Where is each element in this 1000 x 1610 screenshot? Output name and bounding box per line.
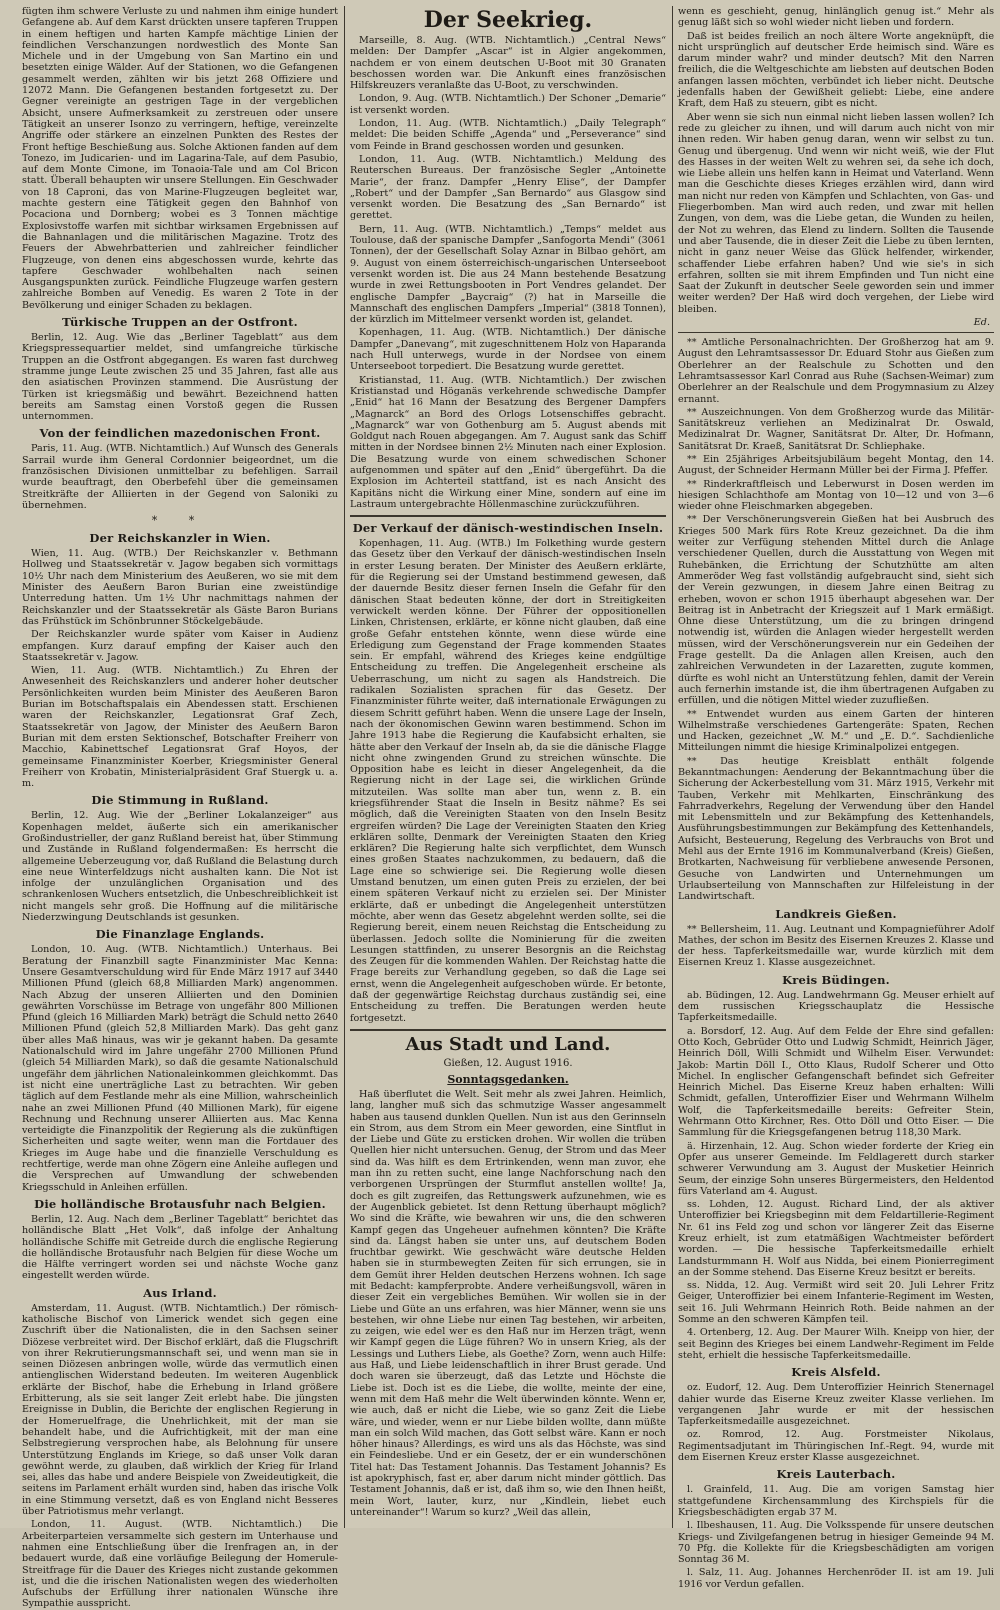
article-paragraph: l. Salz, 11. Aug. Johannes Herchenröder II. ist am 19. Juli 1916 vor Verdun gefallen. xyxy=(678,1567,994,1590)
article-paragraph: Paris, 11. Aug. (WTB. Nichtamtlich.) Auf Wunsch des Generals Sarrail wurde ihm General Cordonnier beigeordnet, um die französischen Divisionen unmittelbar zu befehligen. Sarrail wurde beauftragt, den Oberbefehl über die gemeinsamen Streitkräfte der Alliierten in der Gegend von Saloniki zu übernehmen. xyxy=(22,443,338,511)
article-paragraph: Haß überflutet die Welt. Seit mehr als zwei Jahren. Heimlich, lang, langher muß sich das schmutzige Wasser angesammelt haben aus tausend dunklen Quellen. Nun ist aus den Gerinnseln ein Strom, aus dem Strom ein Meer geworden, eine Sintflut in der Liebe und Güte zu ersticken drohen. Wir wollen die trüben Quellen hier nicht untersuchen. Genug, der Strom und das Meer sind da. Was hilft es dem Ertrinkenden, wenn man zuvor, ehe man ihn zu retten sucht, eine lange Nachforschung nach den verborgenen Ursprüngen der Sturmflut anstellen wollte! Ja, doch es gilt zugreifen, das Rettungswerk aufzunehmen, wie es der Augenblick gebietet. Ist denn Rettung überhaupt möglich? Wo sind die Kräfte, wie bewahren wir uns, die den schweren Kampf gegen das Ungeheuer aufnehmen könnten? Die Kräfte sind da. Längst haben sie unter uns, auf deutschem Boden fruchtbar gewirkt. Wie geschwächt wäre deutsche Helden haben sie in sturmbewegten Zeiten für sich errungen, sie in dem Gemüt ihrer Helden deutschen Herzens wohnen. Ich sage mit Bedacht: kampferprobte. Andere verheißungsvoll, wären in dieser Zeit ein vergebliches Bemühen. Wir wollen sie in der Liebe und Güte an uns erfahren, was hier Männer, wenn sie uns bestehen, wir ohne Liebe nur einen Tag bestehen, wir arbeiten, zu zeigen, wie edel wer es den Haß nur im Herzen trägt, wenn wir Kampf gegen die Lüge führen? Wo in unsern Krieg, als der Lessings und Luthers Liebe, als Goethe? Zorn, wenn auch Hilfe: aus Haß, und Liebe leidenschaftlich in ihrer Brust gerade. Und doch waren sie überzeugt, daß das Letzte und Höchste die Liebe ist. Doch ist es die Liebe, die wollte, meinte der eine, wenn mit dem Haß mehr die Welt überwinden könnte. Wenn er, wie auch, daß er nicht die Liebe, wie so ganz Zeit die Liebe wäre, und wieder, wenn er nur Liebe bilden wollte, dann müßte man ein solch Wild machen, das Gott selbst wäre. Kann er noch höher hinaus? Allerdings, es wird uns als das Höchste, was sind ein Feindesliebe. Und er ein Gesetz, der er ein wunderschönen Titel hat: Das Testament Johannis. Das Testament Johannis? Es ist apokryphisch, fast er, aber darum nicht minder göttlich. Das Testament Johannis, daß er ist, daß ihm so, wie den Ihnen heißt, mein Wort, lauter, kurz, nur „Kindlein, liebet euch untereinander“! Warum so kurz? „Weil das allein, xyxy=(350,1088,666,1518)
article-paragraph: London, 11. August. (WTB. Nichtamtlich.) Die Arbeiterparteien versammelte sich gestern im Unterhause und nahmen eine Entschließung über die Irenfragen an, in der bedauert wurde, daß eine vorläufige Beilegung der Homerule-Streitfrage für die Dauer des Krieges nicht zustande gekommen ist, und die die irischen Nationalisten wegen des wiederholten Aufschubs der Erfüllung ihrer nationalen Wünsche ihre Sympathie ausspricht. xyxy=(22,1519,338,1610)
divider xyxy=(350,1029,666,1031)
article-paragraph: ** Bellersheim, 11. Aug. Leutnant und Kompagnieführer Adolf Mathes, der schon im Besitz des Eisernen Kreuzes 2. Klasse und der hess. Tapferkeitsmedaille war, wurde kürzlich mit dem Eisernen Kreuz 1. Klasse ausgezeichnet. xyxy=(678,923,994,969)
article-headline: Die Stimmung in Rußland. xyxy=(91,793,269,808)
article-paragraph: London, 11. Aug. (WTB. Nichtamtlich.) „Daily Telegraph“ meldet: Die beiden Schiffe „Agenda“ und „Perseverance“ sind vom Feinde in Brand geschossen worden und gesunken. xyxy=(350,118,666,152)
article-headline: Der Verkauf der dänisch-westindischen Inseln. xyxy=(352,521,664,536)
article-paragraph: Berlin, 12. Aug. Wie der „Berliner Lokalanzeiger“ aus Kopenhagen meldet, äußerte sich ein amerikanischer Großindustrieller, der ganz Rußland bereist hat, über Stimmung und Zustände in Rußland folgendermaßen: Es herrscht die allgemeine Ueberzeugung vor, daß Rußland die Belastung durch eine neue Winterfeldzugs nicht aushalten kann. Die Not ist infolge der unzulänglichen Organisation und des schrankenlosen Wuchers entsetzlich, die Unbeschreiblichkeit ist nicht mangels sehr groß. Die Hoffnung auf die militärische Niederzwingung Deutschlands ist gesunken. xyxy=(22,810,338,924)
author-signoff: Ed. xyxy=(973,317,990,329)
divider xyxy=(350,515,666,517)
article-paragraph: Wien, 11. Aug. (WTB. Nichtamtlich.) Zu Ehren der Anwesenheit des Reichskanzlers und anderer hoher deutscher Persönlichkeiten wurden beim Minister des Aeußeren Baron Burian im Botschaftspalais ein Abendessen statt. Erschienen waren der Reichskanzler, Legationsrat Graf Zech, Staatssekretär von Jagow, der Minister des Aeußern Baron Burian mit dem ersten Sektionschef, Botschafter Freiherr von Macchio, Kabinettschef Legationsrat Graf Hoyos, der gemeinsame Finanzminister Koerber, Kriegsminister General Freiherr von Krobatin, Ministerialpräsident Graf Stuergk u. a. m. xyxy=(22,665,338,790)
column-rule xyxy=(666,6,678,1528)
article-paragraph: ** Der Verschönerungsverein Gießen hat bei Ausbruch des Krieges 500 Mark fürs Rote Kreuz gezeichnet. Da die ihm weiter zur Verfügung stehenden Mittel durch die Anlage verschiedener Quellen, durch die Ausstattung von Wegen mit Ruhebänken, die Errichtung der Schutzhütte am alten Ammeröder Weg fast vollständig aufgebraucht sind, sieht sich der Verein gezwungen, in diesem Jahre einen Beitrag zu erheben, wovon er schon 1915 überhaupt abgesehen war. Der Beitrag ist in Anbetracht der Kriegszeit auf 1 Mark ermäßigt. Ohne diese Unterstützung, um die zu bringen dringend notwendig ist, würden die Anlagen wieder hergestellt werden müssen, wird der Verschönerungsverein nur ein Gedeihen der Frage gestellt. Da die Anlagen allen Kreisen, auch den zahlreichen Verwundeten in der Lazaretten, zugute kommen, dürfte es wohl nicht an Unterstützung fehlen, damit der Verein auch fernerhin imstande ist, die ihm übertragenen Aufgaben zu erfüllen, und die nötigen Mittel wieder zuzufließen. xyxy=(678,514,994,707)
section-masthead: Der Seekrieg. xyxy=(423,7,593,33)
article-paragraph: Bern, 11. Aug. (WTB. Nichtamtlich.) „Temps“ meldet aus Toulouse, daß der spanische Dampfer „Sanfogorta Mendi“ (3061 Tonnen), der der Gesellschaft Solay Aznar in Bilbao gehört, am 9. August von einem österreichisch-ungarischen Unterseeboot versenkt worden ist. Die aus 24 Mann bestehende Besatzung wurde in zwei Rettungsbooten in Port Vendres gelandet. Der englische Dampfer „Baycraig“ (?) hat in Marseille die Mannschaft des englischen Dampfers „Imperial“ (3818 Tonnen), der kürzlich im Mittelmeer versenkt worden ist, gelandet. xyxy=(350,223,666,326)
column-rule xyxy=(338,6,350,1528)
article-paragraph: ä. Hirzenhain, 12. Aug. Schon wieder forderte der Krieg ein Opfer aus unserer Gemeinde. Im Feldlagerett durch starker schwerer Verwundung am 3. August der Musketier Heinrich Seum, der einzige Sohn unseres Bürgermeisters, den Heldentod fürs Vaterland am 4. August. xyxy=(678,1140,994,1197)
article-paragraph: ** Ein 25jähriges Arbeitsjubiläum begeht Montag, den 14. August, der Schneider Hermann Müller bei der Firma J. Pfeffer. xyxy=(678,453,994,477)
article-paragraph: Aber wenn sie sich nun einmal nicht lieben lassen wollen? Ich rede zu gleicher zu ihnen, und will darum auch nicht von mir ihnen reden. Wir haben genug daran, wenn wir selbst zu tun. Genug und übergenug. Und wenn wir nicht weiß, wie der Flut des Hasses in der weiten Welt zu wehren sei, da sehe ich doch, wie Liebe allein uns helfen kann in Heimat und Vaterland. Wenn man die Geschichte dieses Krieges erzählen wird, dann wird man nicht nur reden von Kämpfen und Schlachten, von Gas- und Fliegerbomben. Man wird auch reden, und zwar mit hellen Zungen, von dem, was die Liebe getan, die Wunden zu heilen, der Not zu wehren, das Elend zu lindern. Sollten die Tausende und aber Tausende, die in dieser Zeit die Liebe zu üben lernten, nicht in ganz neuer Weise das Glück helfender, wirkender, schaffender Liebe erfahren haben? Und wie sie's in sich erfahren, sollten sie mit ihrem Empfinden und Tun nicht eine Saat der Zukunft in deutscher Seele geworden sein und immer weiter werden? Der Haß wird doch vergehen, der Liebe wird bleiben. xyxy=(678,111,994,315)
article-paragraph: ** Rinderkraftfleisch und Leberwurst in Dosen werden im hiesigen Schlachthofe am Montag von 10—12 und von 3—6 wieder ohne Fleischmarken abgegeben. xyxy=(678,478,994,513)
asterism-divider: * * xyxy=(151,514,209,528)
article-paragraph: Wien, 11. Aug. (WTB.) Der Reichskanzler v. Bethmann Hollweg und Staatssekretär v. Jagow begaben sich vormittags 10½ Uhr nach dem Ministerium des Aeußeren, wo sie mit dem Minister des Aeußern Baron Burian eine zweistündige Unterredung hatten. Um 1½ Uhr nachmittags nahmen der Reichskanzler und der Staatssekretär als Gäste Baron Burians das Frühstück im Schönbrunner Stöckelgebäude. xyxy=(22,548,338,627)
article-paragraph: ss. Lohden, 12. August. Richard Lind, der als aktiver Unteroffizier bei Kriegsbeginn mit dem Feldartillerie-Regiment Nr. 61 ins Feld zog und schon vor längerer Zeit das Eiserne Kreuz erhielt, ist zum etatmäßigen Wachtmeister befördert worden. — Die hessische Tapferkeitsmedaille erhielt Landsturmmann H. Wolf aus Nidda, bei einem Pionierregiment an der Somme stehend. Das Eiserne Kreuz besitzt er bereits. xyxy=(678,1199,994,1278)
article-headline: Der Reichskanzler in Wien. xyxy=(89,531,271,546)
article-subheading: Sonntagsgedanken. xyxy=(447,1072,569,1086)
article-paragraph: ab. Büdingen, 12. Aug. Landwehrmann Gg. Meuser erhielt auf dem russischen Kriegsschauplatz die Hessische Tapferkeitsmedaille. xyxy=(678,989,994,1024)
article-paragraph: a. Borsdorf, 12. Aug. Auf dem Felde der Ehre sind gefallen: Otto Koch, Gebrüder Otto und Ludwig Schmidt, Heinrich Jäger, Heinrich Döll, Willi Schmidt und Wilhelm Eiser. Verwundet: Jakob: Martin Döll I., Otto Klaus, Rudolf Scherer und Otto Michel. In englischer Gefangenschaft befindet sich Gefreiter Heinrich Michel. Das Eiserne Kreuz haben erhalten: Willi Schmidt, gefallen, Unteroffizier Eiser und Wehrmann Wilhelm Wolf, die Tapferkeitsmedaille bereits: Gefreiter Stein, Wehrmann Otto Kirchner, Res. Otto Döll und Otto Eiser. — Die Sammlung für die Kriegsgefangenen betrug 118,30 Mark. xyxy=(678,1025,994,1139)
article-paragraph: 4. Ortenberg, 12. Aug. Der Maurer Wilh. Kneipp von hier, der seit Beginn des Krieges bei einem Landwehr-Regiment im Felde steht, erhielt die hessische Tapferkeitsmedaille. xyxy=(678,1327,994,1361)
article-paragraph: London, 11. Aug. (WTB. Nichtamtlich.) Meldung des Reuterschen Bureaus. Der französische Segler „Antoinette Marie“, der franz. Dampfer „Henry Elise“, der Dampfer „Robert“ und der Dampfer „San Bernardo“ aus Glasgow sind versenkt worden. Die Besatzung des „San Bernardo“ ist gerettet. xyxy=(350,153,666,222)
article-paragraph: oz. Eudorf, 12. Aug. Dem Unteroffizier Heinrich Stenernagel dahier wurde das Eiserne Kreuz zweiter Klasse verliehen. Im vergangenen Jahr wurde er mit der hessischen Tapferkeitsmedaille ausgezeichnet. xyxy=(678,1382,994,1428)
article-headline: Kreis Lauterbach. xyxy=(776,1467,896,1482)
column-middle xyxy=(350,6,666,1524)
article-headline: Die holländische Brotausfuhr nach Belgien. xyxy=(34,1196,326,1211)
article-paragraph: fügten ihm schwere Verluste zu und nahmen ihm einige hundert Gefangene ab. Auf dem Karst drückten unsere tapferen Truppen in einem heftigen und harten Kampfe mächtige Linien der feindlichen Verschanzungen nordwestlich des Monte San Michele und in der Umgebung von San Martino ein und besetzten einige Wälder. Auf der Stationen, wo die Gefangenen gesammelt werden, zählten wir bis jetzt 268 Offiziere und 12072 Mann. Die Gefangenen bestanden fortgesetzt zu. Der Gegner vereinigte an gestrigen Tage in der vergeblichen Absicht, unsere Aufmerksamkeit zu zerstreuen oder unsere Tätigkeit an unserer Isonzo zu verringern, heftige, vereinzelte Angriffe oder stärkere an einzelnen Punkten des Restes der Front heftige Beschießung aus. Solche Aktionen fanden auf dem Tonezo, im Judicarien- und im Lagarina-Tale, auf dem Pasubio, auf dem Monte Cimone, im Tonaoia-Tale und am Col Bricon statt. Überall behaupten wir unsere Stellungen. Ein Geschwader von 18 Caproni, das von Marine-Flugzeugen begleitet war, machte gestern eine Tätigkeit gegen den Bahnhof von Pocaciona und Dornberg; wobei es 3 Tonnen mächtige Explosivstoffe warfen mit sichtbar wirksamen Ergebnissen auf die Bahnanlagen und die militärischen Magazine. Trotz des Feuers der Abwehrbatterien und zahlreicher feindlicher Flugzeuge, von denen eins abgeschossen wurde, kehrte das tapfere Geschwader wohlbehalten nach seinen Ausgangspunkten zurück. Feindliche Flugzeuge warfen gestern zahlreiche Bomben auf Venedig. Es waren 2 Tote in der Bevölkerung und einiger Schaden zu beklagen. xyxy=(22,6,338,311)
article-paragraph: Kristianstad, 11. Aug. (WTB. Nichtamtlich.) Der zwischen Kristianstad und Höganäs verkehrende schwedische Dampfer „Enid“ hat 16 Mann der Besatzung des Bergener Dampfers „Magnarck“ an Bord des Orlogs Lotsenschiffes gebracht. „Magnarck“ war von Gothenburg am 5. August abends mit Goldgut nach Rouen abgegangen. Am 7. August sank das Schiff mitten in der Nordsee binnen 2½ Minuten nach einer Explosion. Die Besatzung wurde von einem schwedischen Schoner aufgenommen und später auf den „Enid“ übergeführt. Da die Explosion im Achterteil stattfand, ist es nach Ansicht des Kapitäns nicht die Wirkung einer Mine, sondern auf eine im Lastraum untergebrachte Höllenmaschine zurückzuführen. xyxy=(350,374,666,510)
column-right xyxy=(678,6,994,1590)
article-paragraph: London, 9. Aug. (WTB. Nichtamtlich.) Der Schoner „Demarie“ ist versenkt worden. xyxy=(350,93,666,116)
article-paragraph: Daß ist beides freilich an noch ältere Worte angeknüpft, die nicht ursprünglich auf deutscher Erde heimisch sind. Wäre es darum minder wahr? und minder deutsch? Mit den Narren freilich, die die Weltgeschichte am liebsten auf deutschen Boden anfangen lassen möchten, verbündet ich lieber nicht. Deutsche jedenfalls haben der Gewißheit geliebt: Liebe, eine andere Kraft, dem Haß zu steuern, gibt es nicht. xyxy=(678,30,994,110)
article-headline: Landkreis Gießen. xyxy=(775,906,897,921)
article-headline: Von der feindlichen mazedonischen Front. xyxy=(39,426,321,441)
dateline: Gießen, 12. August 1916. xyxy=(443,1057,573,1069)
article-paragraph: oz. Romrod, 12. Aug. Forstmeister Nikolaus, Regimentsadjutant im Thüringischen Inf.-Regt. 94, wurde mit dem Eisernen Kreuz erster Klasse ausgezeichnet. xyxy=(678,1429,994,1464)
article-paragraph: ** Amtliche Personalnachrichten. Der Großherzog hat am 9. August den Lehramtsassessor Dr. Eduard Stohr aus Gießen zum Oberlehrer an der Realschule zu Schotten und den Lehramtsassessor Karl Conrad aus Ruhe (Sachsen-Weimar) zum Oberlehrer an der Realschule und dem Progymnasium zu Alzey ernannt. xyxy=(678,337,994,405)
section-masthead: Aus Stadt und Land. xyxy=(405,1033,611,1055)
article-paragraph: ss. Nidda, 12. Aug. Vermißt wird seit 20. Juli Lehrer Fritz Geiger, Unteroffizier bei einem Infanterie-Regiment im Westen, seit 16. Juli Wehrmann Heinrich Roth. Beide nahmen an der Somme an den schweren Kämpfen teil. xyxy=(678,1280,994,1326)
article-headline: Türkische Truppen an der Ostfront. xyxy=(62,315,298,330)
article-paragraph: London, 10. Aug. (WTB. Nichtamtlich.) Unterhaus. Bei Beratung der Finanzbill sagte Finanzminister Mac Kenna: Unsere Gesamtverschuldung wird für Ende März 1917 auf 3440 Millionen Pfund (gleich 68,8 Milliarden Mark) angenommen. Nach Abzug der unseren Alliierten und den Dominien gewährten Vorschüsse im Betrage von ungefähr 800 Millionen Pfund (gleich 16 Milliarden Mark) beträgt die Schuld netto 2640 Millionen Pfund (gleich 52,8 Milliarden Mark). Das geht ganz über alles Maß hinaus, was wir je gekannt haben. Da gesamte Nationalschuld wird im Jahre ungefähr 2700 Millionen Pfund (gleich 54 Milliarden Mark), so daß die gesamte Nationalschuld ungefähr dem jährlichen Nationaleinkommen gleichkommt. Das ist nicht eine unerträgliche Last zu betrachten. Wir geben täglich auf dem Festlande mehr als eine Million, wahrscheinlich nahe an zwei Millionen Pfund (40 Millionen Mark), für eigene Rechnung und Rechnung unserer Alliierten aus. Mac Kenna verteidigte die Finanzpolitik der Regierung als die zukünftigen Sicherheiten und sagte weiter, wenn man die Fortdauer des Krieges im Auge habe und die finanzielle Verschuldung es rechtfertige, werde man ohne Zögern eine Anleihe auflegen und die Versprechen auf Umwandlung der schwebenden Kriegsschuld in Anleihen erfüllen. xyxy=(22,944,338,1193)
article-paragraph: ** Entwendet wurden aus einem Garten der hinteren Wilhelmstraße verschiedenes Gartengeräte: Spaten, Rechen und Hacken, gezeichnet „W. M.“ und „E. D.“. Sachdienliche Mitteilungen nimmt die hiesige Kriminalpolizei entgegen. xyxy=(678,708,994,754)
article-headline: Die Finanzlage Englands. xyxy=(95,927,265,942)
article-paragraph: Kopenhagen, 11. Aug. (WTB. Nichtamtlich.) Der dänische Dampfer „Danevang“, mit zugeschnittenem Holz von Haparanda nach Hull unterwegs, wurde in der Nordsee von einem Unterseeboot torpediert. Die Besatzung wurde gerettet. xyxy=(350,327,666,373)
article-paragraph: ** Auszeichnungen. Von dem Großherzog wurde das Militär-Sanitätskreuz verliehen an Medizinalrat Dr. Oswald, Medizinalrat Dr. Wagner, Sanitätsrat Dr. Alter, Dr. Hofmann, Sanitätsrat Dr. Kraeß, Sanitätsrat Dr. Schliephake. xyxy=(678,406,994,452)
article-paragraph: ** Das heutige Kreisblatt enthält folgende Bekanntmachungen: Aenderung der Bekanntmachung über die Sicherung der Ackerbestellung vom 31. März 1915, Verkehr mit Tauben, Verkehr mit Mehlkarten, Einschränkung des Fahrradverkehrs, Regelung der Verwendung über den Handel mit Lebensmitteln und zur Bekämpfung des Kettenhandels, Ausführungsbestimmungen zur Bekämpfung des Kettenhandels, Aufsicht, Besteuerung, Regelung des Verbrauchs von Brot und Mehl aus der Ernte 1916 im Kommunalverband (Kreis) Gießen, Brotkarten, Nachweisung für verbliebene anwesende Personen, Gesuche von Landwirten und Unternehmungen um Urlaubserteilung von Mannschaften zur Hilfeleistung in der Landwirtschaft. xyxy=(678,755,994,903)
article-headline: Aus Irland. xyxy=(143,1285,217,1300)
article-paragraph: l. Grainfeld, 11. Aug. Die am vorigen Samstag hier stattgefundene Kirchensammlung des Kirchspiels für die Kriegsbeschädigten ergab 37 M. xyxy=(678,1484,994,1518)
article-paragraph: Kopenhagen, 11. Aug. (WTB.) Im Folkething wurde gestern das Gesetz über den Verkauf der dänisch-westindischen Inseln in erster Lesung beraten. Der Minister des Aeußern erklärte, für die Regierung sei der Umstand bestimmend gewesen, daß der dauernde Besitz dieser fernen Inseln die Gefahr für den dänischen Staat bedeuten könne, der dort in Streitigkeiten verwickelt werden könne. Der Führer der oppositionellen Linken, Christensen, erklärte, er könne nicht glauben, daß eine große Gefahr entstehen könnte, wenn diese würde eine Erledigung zum Gegenstand der Frage kommenden Staates sein. Er empfahl, während des Krieges keine endgültige Entscheidung zu treffen. Die Angelegenheit erscheine als Ueberraschung, um nicht zu sagen als Handstreich. Die radikalen Sozialisten sprachen für das Gesetz. Der Finanzminister führte weiter, daß internationale Erwägungen zu diesem Schritt geführt haben. Wenn die unsere Lage der Inseln, nach der ökonomischen Gewinn waren bestimmend. Schon im Jahre 1913 habe die Regierung die Kaufabsicht erhalten, sie hätte aber den Verkauf der Inseln ab, da sie die dänische Flagge nicht ohne zwingenden Grund zu streichen wünschte. Die Opposition habe es leicht in dieser Angelegenheit, da die Regierung nicht in der Lage sei, die wirklichen Gründe mitzuteilen. Was sollte man aber tun, wenn z. B. ein kriegsführender Staat die Inseln in Besitz nähme? Es sei möglich, daß die Vereinigten Staaten von den Inseln Besitz ergreifen würden? Die Lage der Vereinigten Staaten den Krieg erklären sollte, Denmark der Vereinigten Staaten den Krieg erklären? Die Regierung halte sich verpflichtet, dem Wunsch eines großen Staates nachzukommen, zu bedauern, daß die Lage eine so schwierige sei. Die Regierung wolle diesen Umstand benutzen, um einen guten Preis zu erzielen, der bei einem späteren Verkauf nicht zu erzielen sei. Der Minister erklärte, daß er unbedingt die Angelegenheit unterstützen möchte, aber wenn das Gesetz abgelehnt werden sollte, sei die Regierung bereit, einem neuen Reichstag die Entscheidung zu überlassen. Jedoch sollte die Nominierung für die zweiten Lesungen stattfinden, zu unserer Besorgnis an die Reichstag des Zeugen für die kommenden Wahlen. Der Reichstag hatte die Frage bereits zur Verhandlung gegeben, so daß die Lage sei ernst, wenn die Angelegenheit aufgeschoben würde. Er betonte, daß der gegenwärtige Reichstag durchaus zuständig sei, eine Entscheidung zu treffen. Die Beratungen werden heute fortgesetzt. xyxy=(350,538,666,1024)
article-paragraph: Marseille, 8. Aug. (WTB. Nichtamtlich.) „Central News“ melden: Der Dampfer „Ascar“ ist in Algier angekommen, nachdem er von einem deutschen U-Boot mit 30 Granaten beschossen worden war. Die Ankunft eines französischen Hilfskreuzers veranlaßte das U-Boot, zu verschwinden. xyxy=(350,35,666,92)
article-headline: Kreis Büdingen. xyxy=(782,972,890,987)
article-paragraph: Amsterdam, 11. August. (WTB. Nichtamtlich.) Der römisch-katholische Bischof von Limerick wendet sich gegen eine Zuschrift über die Nationalisten, die in den Sachsen seiner Diözese verbreitet wird. Der Bischof erklärt, daß die Flugschrift von ihrer Rekrutierungsmannschaft sei, und wenn man sie in seinen Diözesen anbringen wolle, würde das vermutlich einen antienglischen Widerstand bedeuten. Im weiteren Augenblick erklärte der Bischof, habe die Erhebung in Irland größere Erbitterung, als sie seit langer Zeit erlebt habe. Die jüngsten Ereignisse in Dublin, die Berichte der englischen Regierung in der Homeruelfrage, die Unehrlichkeit, mit der man sie behandelt habe, und die Aufrichtigkeit, mit der man eine Selbstregierung versprochen habe, als Belohnung für unsere Unterstützung Englands im Kriege, so daß unser Volk daran gewöhnt werde, zu glauben, daß wirklich der Krieg für Irland sei, alles das habe und andere Beispiele von Zweideutigkeit, die seitens im Parlament erhält wurden sind, haben das irische Volk in eine Stimmung versetzt, daß es von England nicht Besseres über Patriotismus mehr verlangt. xyxy=(22,1302,338,1518)
article-paragraph: Berlin, 12. Aug. Wie das „Berliner Tageblatt“ aus dem Kriegspressequartier meldet, sind umfangreiche türkische Truppen an die Ostfront abgegangen. Es waren fast durchweg stramme junge Leute zwischen 25 und 35 Jahren, fast alle aus den asiatischen Provinzen stammend. Die Ausrüstung der Türken ist kriegsmäßig und bewährt. Bezeichnend hatten bereits am Samstag einen Vorstoß gegen die Russen unternommen. xyxy=(22,332,338,423)
column-left xyxy=(22,6,338,1610)
article-paragraph: l. Ilbeshausen, 11. Aug. Die Volksspende für unsere deutschen Kriegs- und Zivilgefangenen betrug in hiesiger Gemeinde 94 M. 70 Pfg. die Kollekte für die Kriegsbeschädigten am vorigen Sonntag 36 M. xyxy=(678,1520,994,1566)
article-paragraph: Der Reichskanzler wurde später vom Kaiser in Audienz empfangen. Kurz darauf empfing der Kaiser auch den Staatssekretär v. Jagow. xyxy=(22,629,338,663)
article-paragraph: Berlin, 12. Aug. Nach dem „Berliner Tageblatt“ berichtet das holländische Blatt „Het Volk“, daß infolge der Anhaltung holländische Schiffe mit Getreide durch die englische Regierung die holländische Brotausfuhr nach Belgien für diese Woche um die Hälfte verringert worden sei und nächste Woche ganz eingestellt werden würde. xyxy=(22,1213,338,1282)
divider xyxy=(678,332,994,333)
article-headline: Kreis Alsfeld. xyxy=(791,1365,881,1380)
article-paragraph: wenn es geschieht, genug, hinlänglich genug ist.“ Mehr als genug läßt sich so wohl wieder nicht lieben und fordern. xyxy=(678,6,994,29)
